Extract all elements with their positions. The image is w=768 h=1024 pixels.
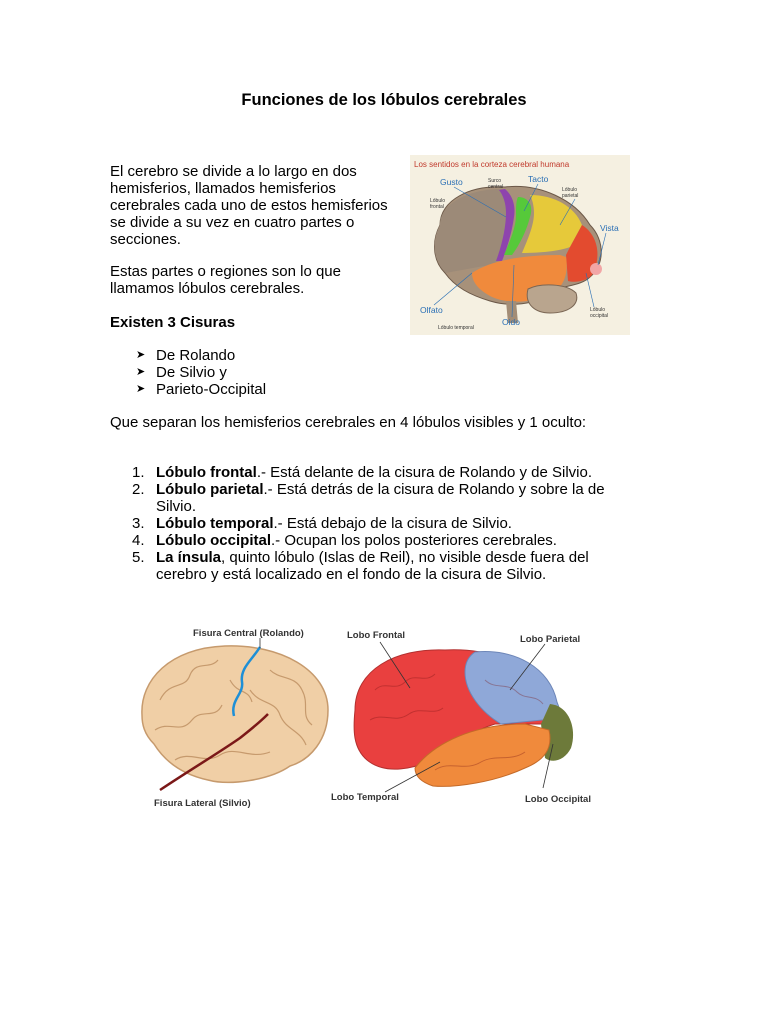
- label-lobo-parietal: Lobo Parietal: [520, 634, 581, 645]
- intro-line: se divide a su vez en cuatro partes o: [110, 214, 355, 231]
- intro-line: secciones.: [110, 231, 181, 248]
- label-gusto: Gusto: [440, 177, 463, 187]
- label-lobulo-parietal: Lóbulo: [562, 187, 578, 193]
- intro-line: cerebrales cada uno de estos hemisferios: [110, 197, 388, 214]
- label-fisura-lateral: Fisura Lateral (Silvio): [154, 798, 251, 809]
- que-separan-text: Que separan los hemisferios cerebrales en 4 lóbulos visibles y 1 oculto:: [110, 414, 587, 431]
- cisuras-list: [110, 347, 266, 398]
- list-item: ➤ Parieto-Occipital: [136, 381, 267, 398]
- list-item: 2. Lóbulo parietal.- Está detrás de la cisura de Rolando y sobre la de Silvio.: [132, 481, 605, 515]
- label-lobulo-frontal-2: frontal: [430, 204, 444, 210]
- list-item: 4. Lóbulo occipital.- Ocupan los polos posteriores cerebrales.: [132, 532, 557, 549]
- list-item: 1. Lóbulo frontal.- Está delante de la cisura de Rolando y de Silvio.: [132, 464, 593, 481]
- arrow-bullet-icon: ➤: [136, 383, 146, 395]
- fisuras-brain-figure: [130, 620, 340, 815]
- list-item: ➤ De Rolando: [136, 347, 236, 364]
- list-item: 3. Lóbulo temporal.- Está debajo de la cisura de Silvio.: [132, 515, 512, 532]
- page-title: Funciones de los lóbulos cerebrales: [241, 91, 527, 109]
- cerebellum-shape: [527, 285, 577, 313]
- label-vista: Vista: [600, 223, 619, 233]
- arrow-bullet-icon: ➤: [136, 349, 146, 361]
- label-lobulo-parietal-2: parietal: [562, 193, 579, 199]
- intro-line: hemisferios, llamados hemisferios: [110, 180, 336, 197]
- sentidos-brain-figure: [410, 155, 630, 335]
- vista-spot: [590, 263, 602, 275]
- label-lobo-temporal: Lobo Temporal: [331, 792, 399, 803]
- figure-title: Los sentidos en la corteza cerebral humana: [414, 160, 570, 169]
- label-lobo-frontal: Lobo Frontal: [347, 630, 406, 641]
- brain-shape: [142, 646, 328, 782]
- intro-paragraph-2: [110, 263, 410, 297]
- intro-line: llamamos lóbulos cerebrales.: [110, 280, 305, 297]
- label-lobulo-frontal: Lóbulo: [430, 198, 446, 204]
- cisuras-heading: Existen 3 Cisuras: [110, 314, 236, 331]
- lobulos-list: [110, 464, 650, 583]
- intro-line: Estas partes o regiones son lo que: [110, 263, 341, 280]
- label-oido: Oido: [502, 317, 520, 327]
- list-item: ➤ De Silvio y: [136, 364, 227, 381]
- arrow-bullet-icon: ➤: [136, 366, 146, 378]
- label-fisura-central: Fisura Central (Rolando): [193, 628, 304, 639]
- lobos-brain-figure: [325, 620, 600, 815]
- intro-paragraph-1: [110, 163, 410, 248]
- list-item: 5. La ínsula, quinto lóbulo (Islas de Reil), no visible desde fuera del cerebro y está localizado en el fondo de la cisura de Silvio.: [132, 549, 589, 583]
- intro-line: El cerebro se divide a lo largo en dos: [110, 163, 357, 180]
- label-surco-2: central: [488, 184, 504, 190]
- label-lobulo-occipital-2: occipital: [590, 313, 609, 319]
- label-surco: Surco: [488, 178, 502, 184]
- label-lobo-occipital: Lobo Occipital: [525, 794, 591, 805]
- label-lobulo-temporal: Lóbulo temporal: [438, 325, 474, 331]
- label-tacto: Tacto: [528, 174, 549, 184]
- label-olfato: Olfato: [420, 305, 443, 315]
- label-lobulo-occipital: Lóbulo: [590, 307, 606, 313]
